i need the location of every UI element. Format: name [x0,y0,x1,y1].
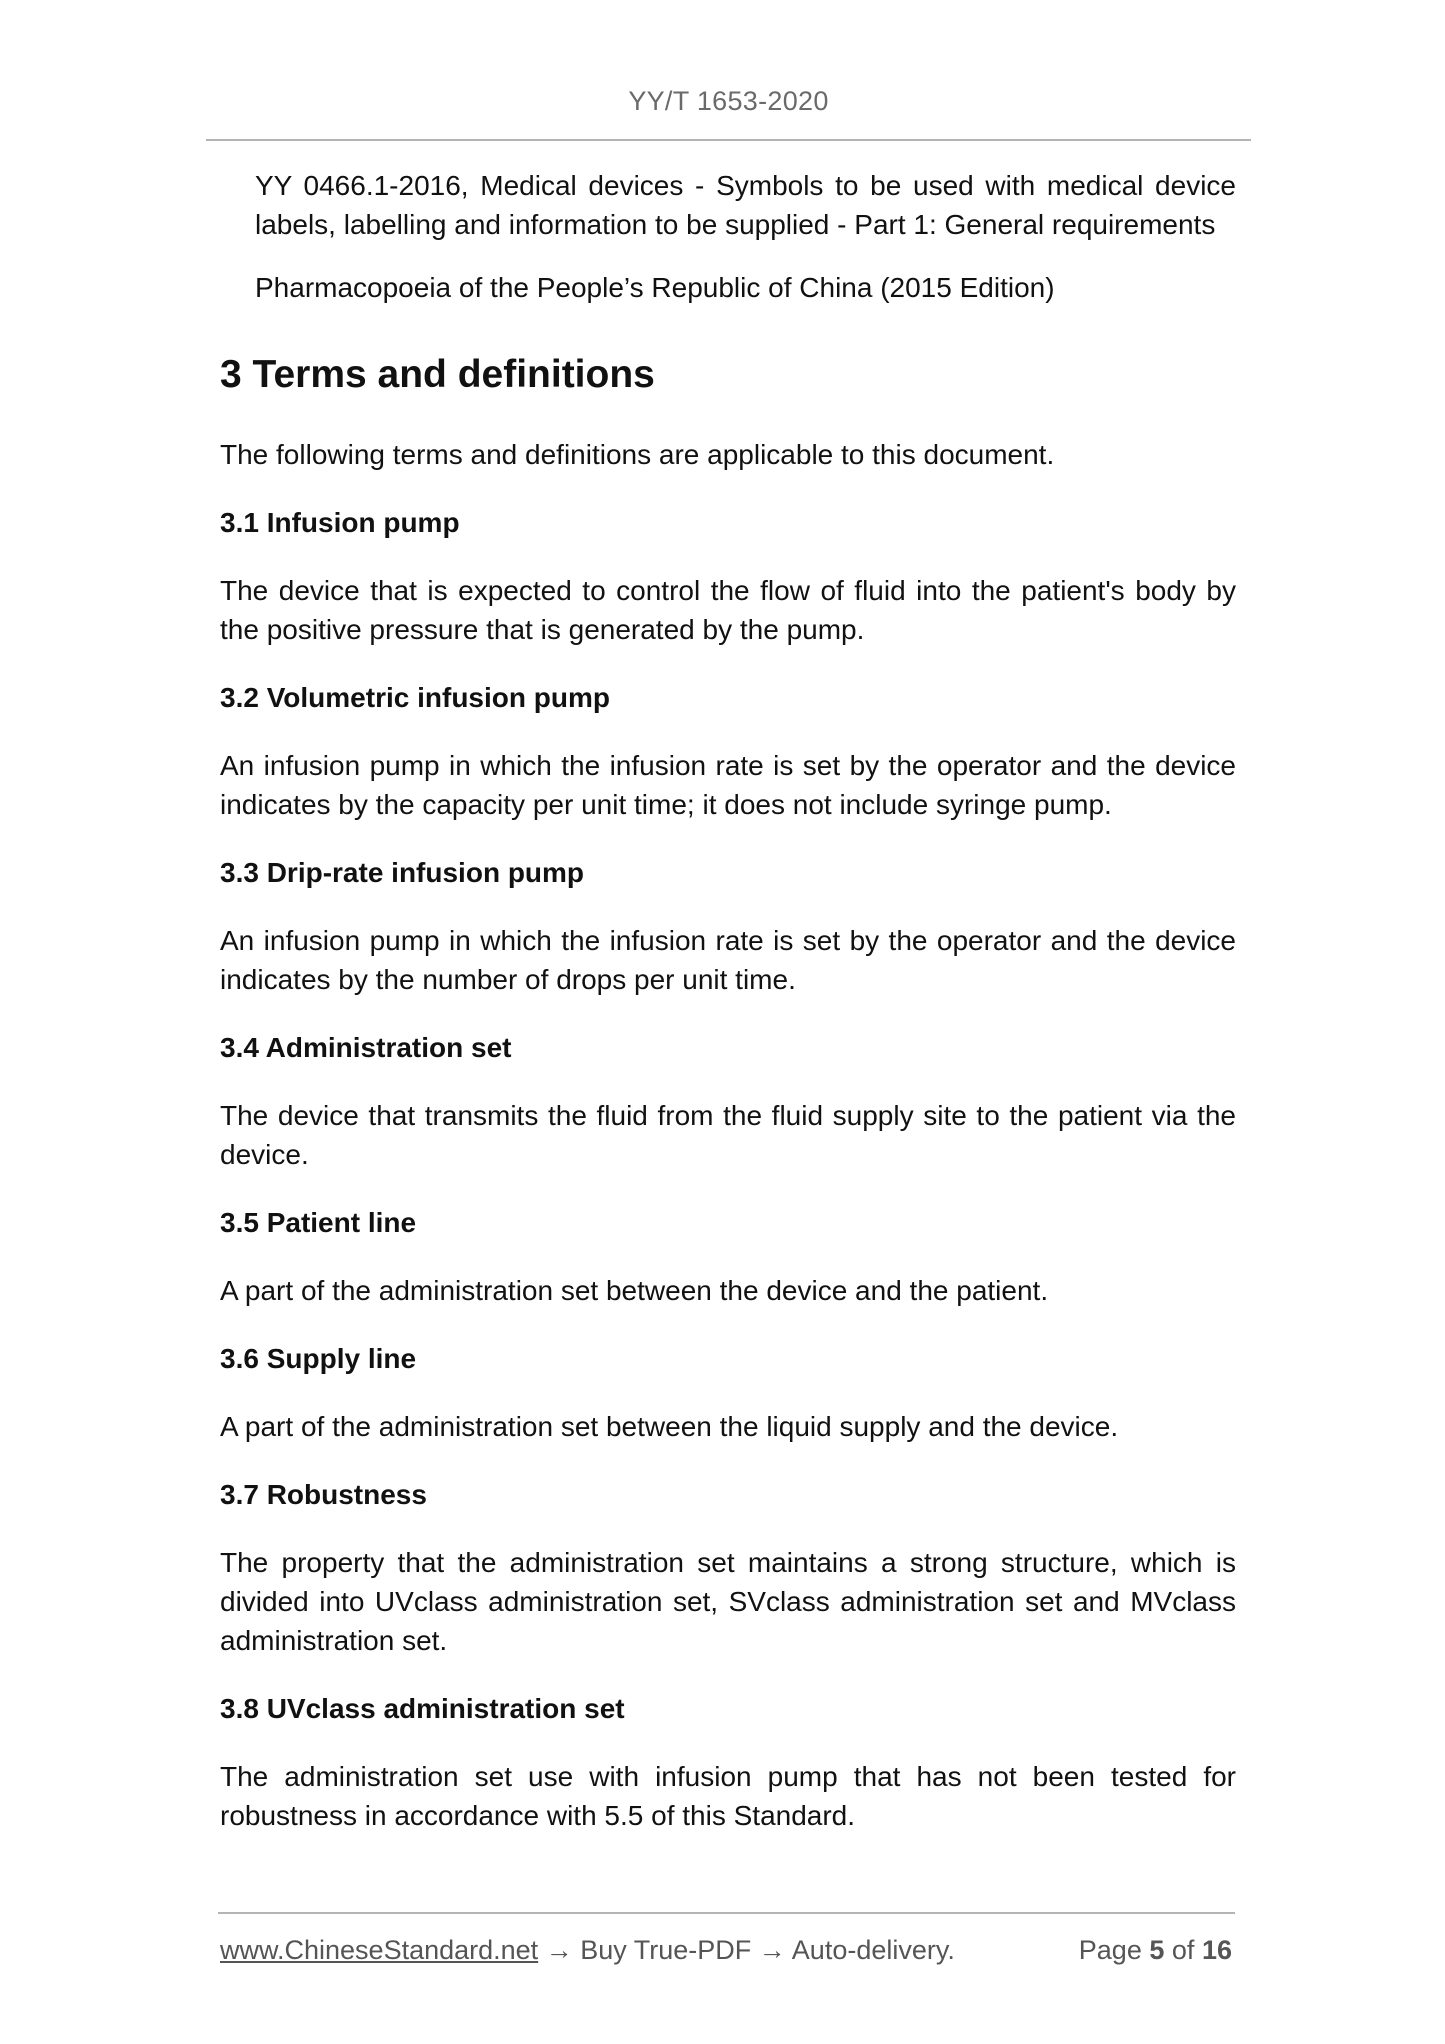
term-title: 3.3 Drip-rate infusion pump [220,857,585,888]
delivery-text: Auto-delivery. [791,1935,955,1965]
page-indicator [1079,1935,1232,1966]
term-definition: The device that is expected to control the flow of fluid into the patient's body by the positive pressure that is generated by the pump. [220,575,1236,645]
term-title: 3.2 Volumetric infusion pump [220,682,610,713]
term-definition: An infusion pump in which the infusion rate is set by the operator and the device indicates by the capacity per unit time; it does not include syringe pump. [220,750,1236,820]
term-definition: An infusion pump in which the infusion rate is set by the operator and the device indicates by the number of drops per unit time. [220,925,1236,995]
term-title: 3.1 Infusion pump [220,507,460,538]
footer-promo [220,1935,955,1966]
page-content [220,166,1236,1835]
reference-item: Pharmacopoeia of the People’s Republic of China (2015 Edition) [255,272,1055,303]
header-divider [206,139,1251,141]
footer-divider [218,1912,1235,1914]
reference-item: YY 0466.1-2016, Medical devices - Symbols to be used with medical device labels, labelling and information to be supplied - Part 1: General requirements [255,170,1236,240]
section-intro: The following terms and definitions are applicable to this document. [220,439,1055,470]
term-title: 3.8 UVclass administration set [220,1693,625,1724]
page-current: 5 [1149,1935,1165,1965]
page-label: Page [1078,1935,1142,1965]
arrow-right-icon: → [545,1935,573,1965]
term-title: 3.4 Administration set [220,1032,512,1063]
section-title: 3 Terms and definitions [220,353,655,396]
page-of: of [1171,1935,1195,1965]
term-definition: The device that transmits the fluid from the fluid supply site to the patient via the device. [220,1100,1236,1170]
arrow-right-icon: → [758,1935,786,1965]
website-link[interactable]: www.ChineseStandard.net [220,1935,539,1965]
term-title: 3.6 Supply line [220,1343,417,1374]
term-definition: The property that the administration set maintains a strong structure, which is divided into UVclass administration set, SVclass administration set and MVclass administration set. [220,1547,1236,1656]
term-title: 3.7 Robustness [220,1479,427,1510]
term-title: 3.5 Patient line [220,1207,417,1238]
buy-text: Buy True-PDF [580,1935,752,1965]
term-definition: A part of the administration set between the liquid supply and the device. [220,1411,1119,1442]
term-definition: The administration set use with infusion pump that has not been tested for robustness in accordance with 5.5 of this Standard. [220,1761,1236,1831]
document-header: YY/T 1653-2020 [628,86,829,116]
term-definition: A part of the administration set between the device and the patient. [220,1275,1049,1306]
page-total: 16 [1201,1935,1232,1965]
